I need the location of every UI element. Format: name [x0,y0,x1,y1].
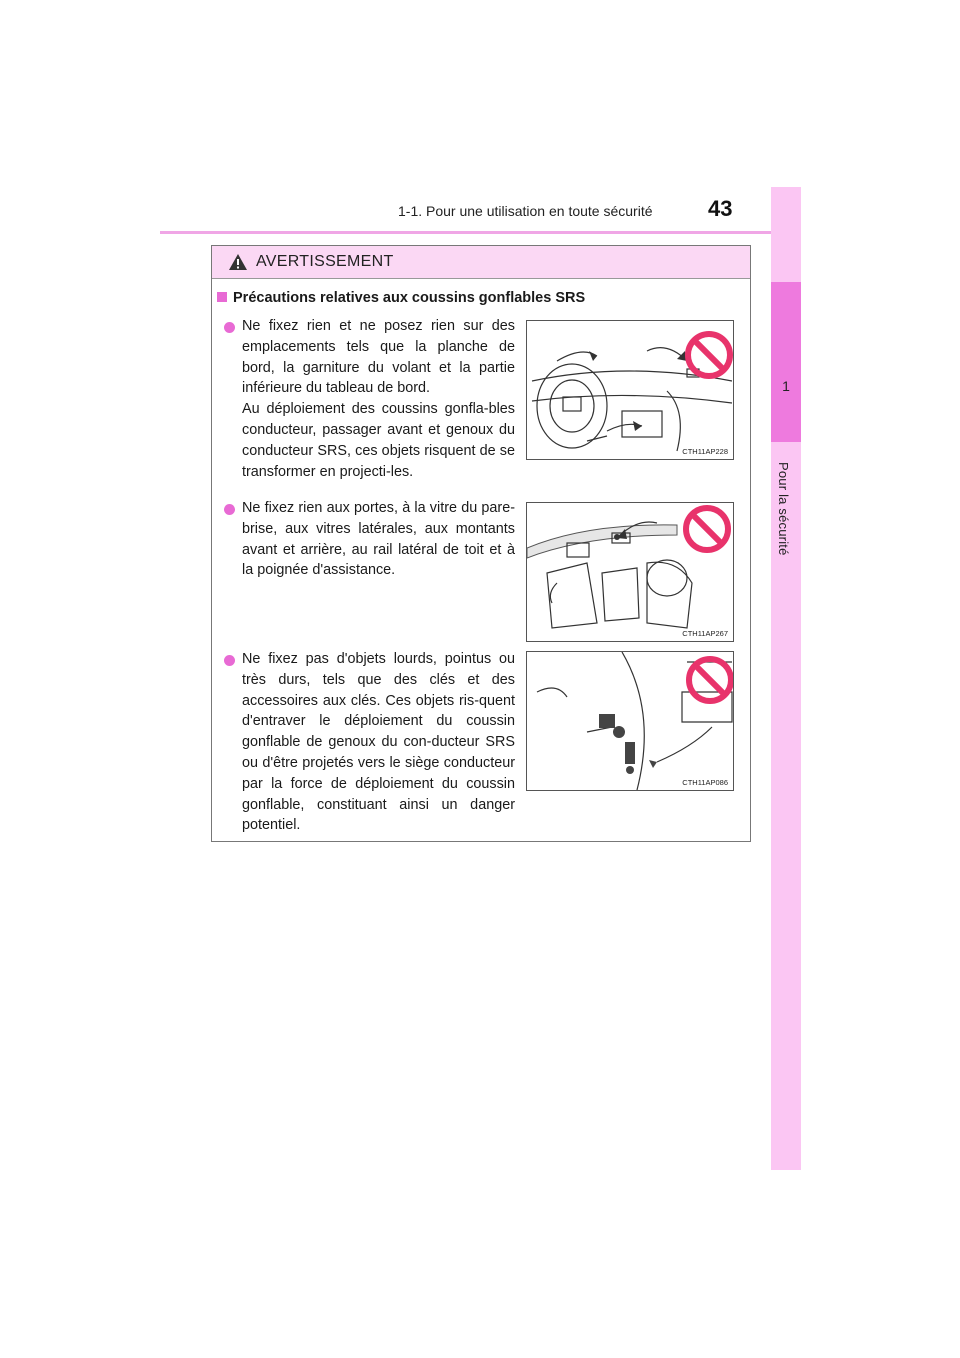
item-1-paragraph-2: Au déploiement des coussins gonfla-bles conducteur, passager avant et genoux du conducteur SRS, ces objets risquent de se transformer en projecti-les. [242,401,515,480]
section-title: Précautions relatives aux coussins gonflables SRS [217,290,585,306]
prohibition-icon [686,508,728,550]
side-tab-chapter-marker [771,282,801,442]
image-code: CTH11AP086 [682,778,728,787]
item-2-paragraph-1: Ne fixez rien aux portes, à la vitre du pare-brise, aux vitres latérales, aux montants avant et arrière, au rail latéral de toit et à la poignée d'assistance. [242,500,515,579]
header-rule [160,231,800,234]
warning-box [211,245,751,842]
warning-item-3 [242,649,515,836]
running-header: 1-1. Pour une utilisation en toute sécurité [398,203,653,219]
chapter-number: 1 [782,378,790,394]
warning-triangle-icon [228,253,248,271]
round-bullet-icon [224,655,235,666]
interior-illustration-icon [527,503,733,641]
chapter-label: Pour la sécurité [776,462,791,556]
page-number: 43 [708,196,733,221]
illustration-dashboard [526,320,734,460]
round-bullet-icon [224,322,235,333]
square-bullet-icon [217,292,227,302]
prohibition-icon [688,334,730,376]
warning-header [212,246,750,279]
prohibition-icon [689,659,731,701]
warning-heading: AVERTISSEMENT [256,253,394,270]
key-illustration-icon [527,652,733,790]
image-code: CTH11AP228 [682,447,728,456]
round-bullet-icon [224,504,235,515]
illustration-key [526,651,734,791]
warning-item-1 [242,316,515,482]
illustration-interior [526,502,734,642]
warning-item-2 [242,498,515,581]
image-code: CTH11AP267 [682,629,728,638]
dashboard-illustration-icon [527,321,733,459]
item-1-paragraph-1: Ne fixez rien et ne posez rien sur des emplacements tels que la planche de bord, la garniture du volant et la partie inférieure du tableau de bord. [242,318,515,397]
item-3-paragraph-1: Ne fixez pas d'objets lourds, pointus ou très durs, tels que des clés et des accessoires aux clés. Ces objets ris-quent d'entraver le déploiement du coussin gonflable de genoux du con-ducteur SRS ou d'être projetés vers le siège conducteur par la force de déploiement du coussin gonflable, constituant ainsi un danger potentiel. [242,651,515,834]
